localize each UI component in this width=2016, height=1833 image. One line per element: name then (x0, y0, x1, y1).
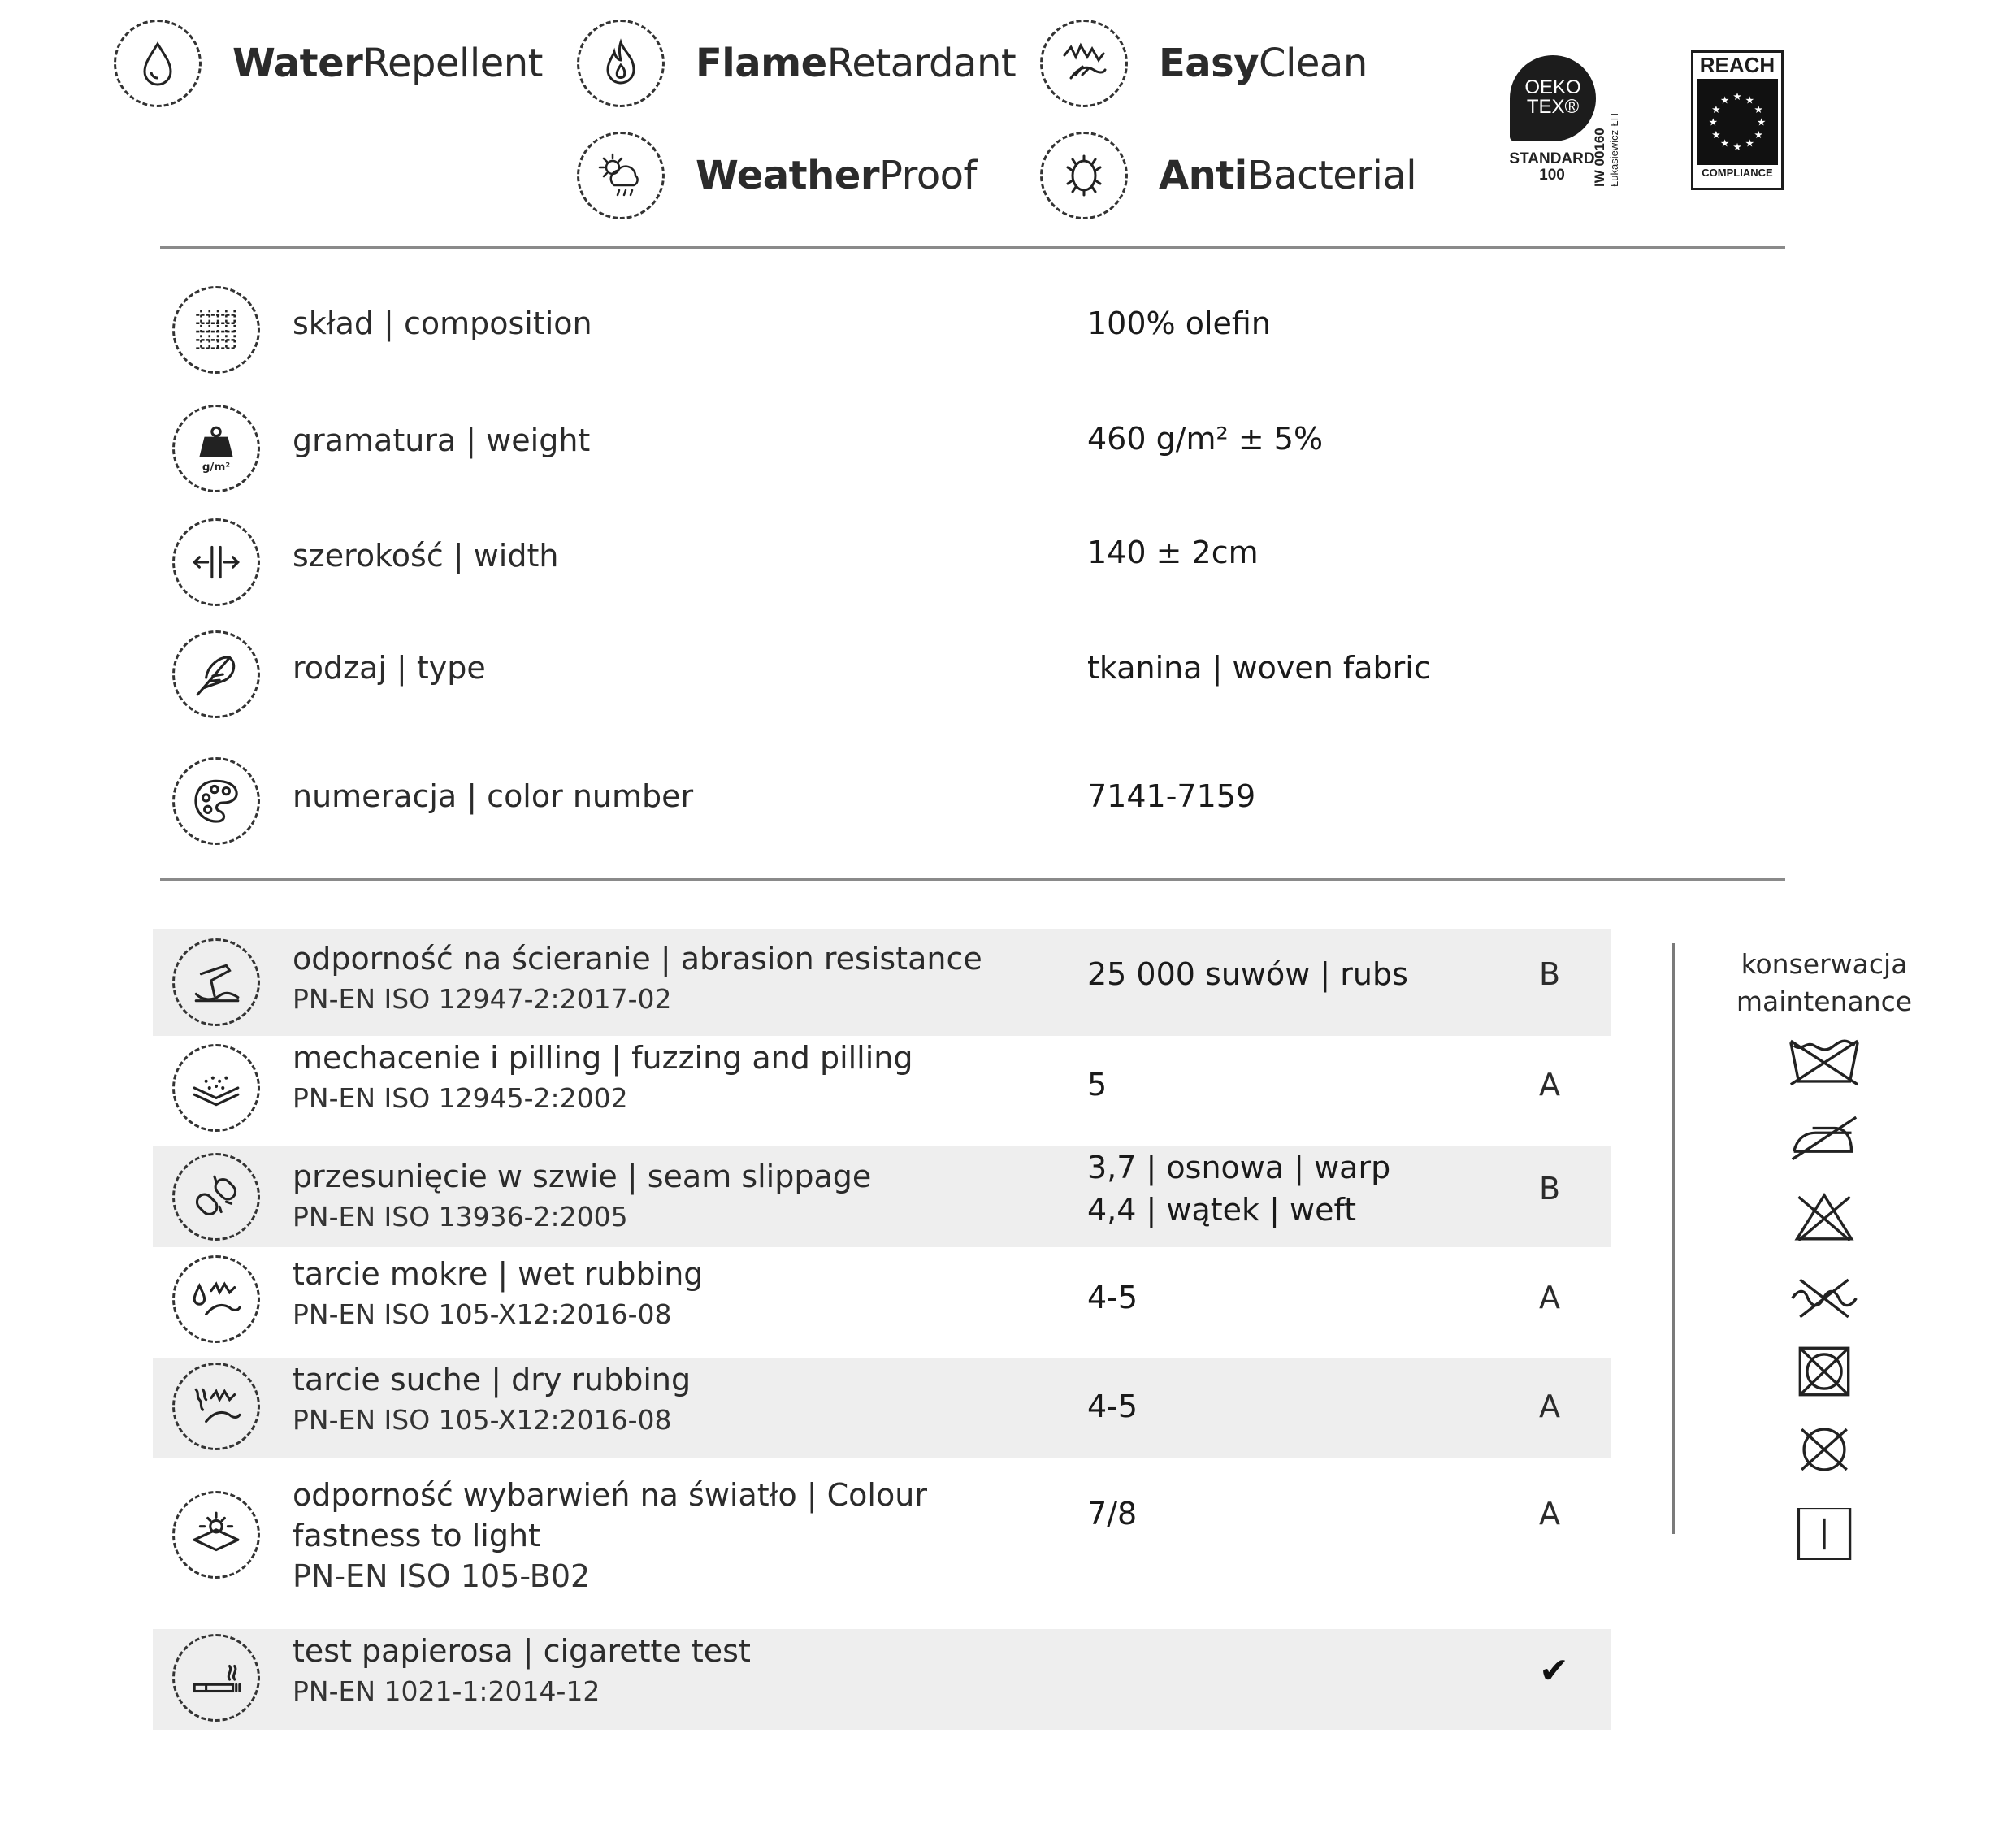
feature-rest: Proof (879, 153, 977, 198)
do-not-tumble-dry-icon (1788, 1346, 1861, 1398)
pilling-icon (172, 1044, 260, 1132)
feature-bold: Anti (1159, 153, 1247, 198)
test-row-dry-rubbing (153, 1358, 1611, 1458)
svg-text:★: ★ (1754, 128, 1763, 141)
do-not-bleach-icon (1788, 1191, 1861, 1243)
light-fastness-icon (172, 1491, 260, 1579)
oeko-line2: TEX® (1526, 96, 1580, 118)
test-standard: PN-EN ISO 12945-2:2002 (293, 1082, 628, 1114)
cigarette-icon (172, 1634, 260, 1722)
svg-text:★: ★ (1754, 103, 1763, 116)
test-value: 7/8 (1087, 1496, 1138, 1532)
reach-logo (1691, 50, 1784, 190)
svg-text:★: ★ (1745, 93, 1754, 106)
spec-value: 7141-7159 (1087, 778, 1256, 814)
palette-icon (172, 757, 260, 845)
test-row-pilling (153, 1036, 1611, 1146)
spec-value: 140 ± 2cm (1087, 535, 1259, 570)
feature-rest: Bacterial (1246, 153, 1417, 198)
svg-text:★: ★ (1732, 90, 1742, 102)
test-row-cigarette (153, 1629, 1611, 1730)
test-row-abrasion (153, 929, 1611, 1036)
feature-anti-bacterial (1040, 132, 1416, 219)
feature-rest: Clean (1259, 41, 1368, 86)
maintenance-title (1731, 946, 1918, 1020)
test-value: 4-5 (1087, 1389, 1138, 1424)
test-grade: B (1539, 1171, 1561, 1207)
oeko-number: 100 (1539, 167, 1565, 184)
test-label: tarcie mokre | wet rubbing (293, 1256, 704, 1292)
divider-top (160, 246, 1785, 249)
test-checkmark: ✔ (1539, 1650, 1569, 1692)
eu-stars-icon (1697, 79, 1778, 165)
weight-icon-text: g/m² (202, 461, 231, 474)
test-grade: A (1539, 1280, 1560, 1315)
spec-label: numeracja | color number (293, 778, 694, 814)
svg-text:★: ★ (1711, 103, 1721, 116)
feature-easy-clean (1040, 20, 1368, 107)
test-grade: A (1539, 1067, 1560, 1103)
spec-row-composition (153, 281, 1611, 379)
do-not-wash-icon (1788, 1037, 1861, 1089)
test-label: odporność wybarwień na światło | Colour fastness to light (293, 1477, 927, 1554)
svg-text:★: ★ (1720, 93, 1730, 106)
svg-text:★: ★ (1745, 136, 1754, 150)
feature-bold: Flame (696, 41, 827, 86)
do-not-wring-icon (1788, 1272, 1861, 1324)
weight-icon (172, 405, 260, 492)
do-not-iron-icon (1788, 1112, 1861, 1164)
test-label: mechacenie i pilling | fuzzing and pilling (293, 1040, 913, 1076)
spec-row-width (153, 515, 1611, 613)
maintenance-divider (1672, 943, 1675, 1534)
test-value: 4-5 (1087, 1280, 1138, 1315)
test-label: odporność na ścieranie | abrasion resistance (293, 941, 982, 977)
test-value: 5 (1087, 1067, 1108, 1103)
feature-water-repellent (114, 20, 543, 107)
svg-text:★: ★ (1708, 115, 1718, 128)
spec-value: 460 g/m² ± 5% (1087, 421, 1324, 457)
feature-flame-retardant (577, 20, 1016, 107)
feature-bold: Easy (1159, 41, 1259, 86)
spec-label: rodzaj | type (293, 650, 486, 686)
feather-icon (172, 630, 260, 718)
test-row-seam-slippage (153, 1146, 1611, 1247)
oeko-line1: OEKO (1524, 76, 1581, 98)
maintenance-title-en: maintenance (1736, 986, 1913, 1017)
oeko-lab: Łukasiewicz-ŁIT (1608, 110, 1620, 187)
weave-icon (172, 286, 260, 374)
oeko-code: IW 00160 (1592, 128, 1607, 187)
feature-weather-proof (577, 132, 977, 219)
wet-rubbing-icon (172, 1255, 260, 1343)
feature-bold: Weather (696, 153, 880, 198)
width-arrows-icon (172, 518, 260, 606)
test-value-2: 4,4 | wątek | weft (1087, 1192, 1357, 1228)
do-not-dry-clean-icon (1788, 1424, 1861, 1476)
water-drop-icon (114, 20, 202, 107)
spec-label: skład | composition (293, 306, 592, 341)
spec-row-type (153, 627, 1611, 725)
bacteria-icon (1040, 132, 1128, 219)
svg-text:★: ★ (1720, 136, 1730, 150)
test-grade: B (1539, 956, 1561, 992)
test-standard: PN-EN ISO 105-X12:2016-08 (293, 1404, 672, 1436)
svg-text:★: ★ (1732, 141, 1742, 154)
reach-title: REACH (1699, 53, 1775, 77)
oeko-tex-logo (1495, 49, 1641, 195)
test-value: 25 000 suwów | rubs (1087, 956, 1408, 992)
test-grade: A (1539, 1496, 1560, 1532)
test-row-wet-rubbing (153, 1247, 1611, 1358)
feature-rest: Repellent (362, 41, 543, 86)
test-row-light-fastness (153, 1458, 1611, 1629)
flame-icon (577, 20, 665, 107)
test-grade: A (1539, 1389, 1560, 1424)
test-standard: PN-EN ISO 12947-2:2017-02 (293, 983, 672, 1015)
test-standard: PN-EN ISO 13936-2:2005 (293, 1201, 628, 1233)
test-label: tarcie suche | dry rubbing (293, 1362, 692, 1398)
spec-row-color-number (153, 752, 1611, 850)
test-standard: PN-EN 1021-1:2014-12 (293, 1675, 600, 1707)
test-label: test papierosa | cigarette test (293, 1633, 751, 1669)
seam-slippage-icon (172, 1153, 260, 1241)
maintenance-title-pl: konserwacja (1741, 948, 1908, 980)
sun-cloud-rain-icon (577, 132, 665, 219)
test-label: przesunięcie w szwie | seam slippage (293, 1159, 872, 1194)
svg-text:★: ★ (1757, 115, 1767, 128)
spec-label: szerokość | width (293, 538, 559, 574)
abrasion-icon (172, 938, 260, 1026)
spec-value: 100% olefin (1087, 306, 1271, 341)
feature-bold: Water (232, 41, 363, 86)
svg-text:★: ★ (1711, 128, 1721, 141)
hand-wipe-icon (1040, 20, 1128, 107)
test-standard: PN-EN ISO 105-B02 (293, 1558, 591, 1594)
reach-compliance: COMPLIANCE (1702, 167, 1773, 179)
test-standard: PN-EN ISO 105-X12:2016-08 (293, 1298, 672, 1330)
divider-middle (160, 878, 1785, 881)
line-dry-icon (1788, 1508, 1861, 1560)
spec-label: gramatura | weight (293, 422, 591, 458)
oeko-standard: STANDARD (1509, 150, 1595, 167)
dry-rubbing-icon (172, 1363, 260, 1450)
spec-value: tkanina | woven fabric (1087, 650, 1431, 686)
feature-rest: Retardant (826, 41, 1017, 86)
spec-row-weight (153, 398, 1611, 496)
test-value: 3,7 | osnowa | warp (1087, 1150, 1391, 1185)
